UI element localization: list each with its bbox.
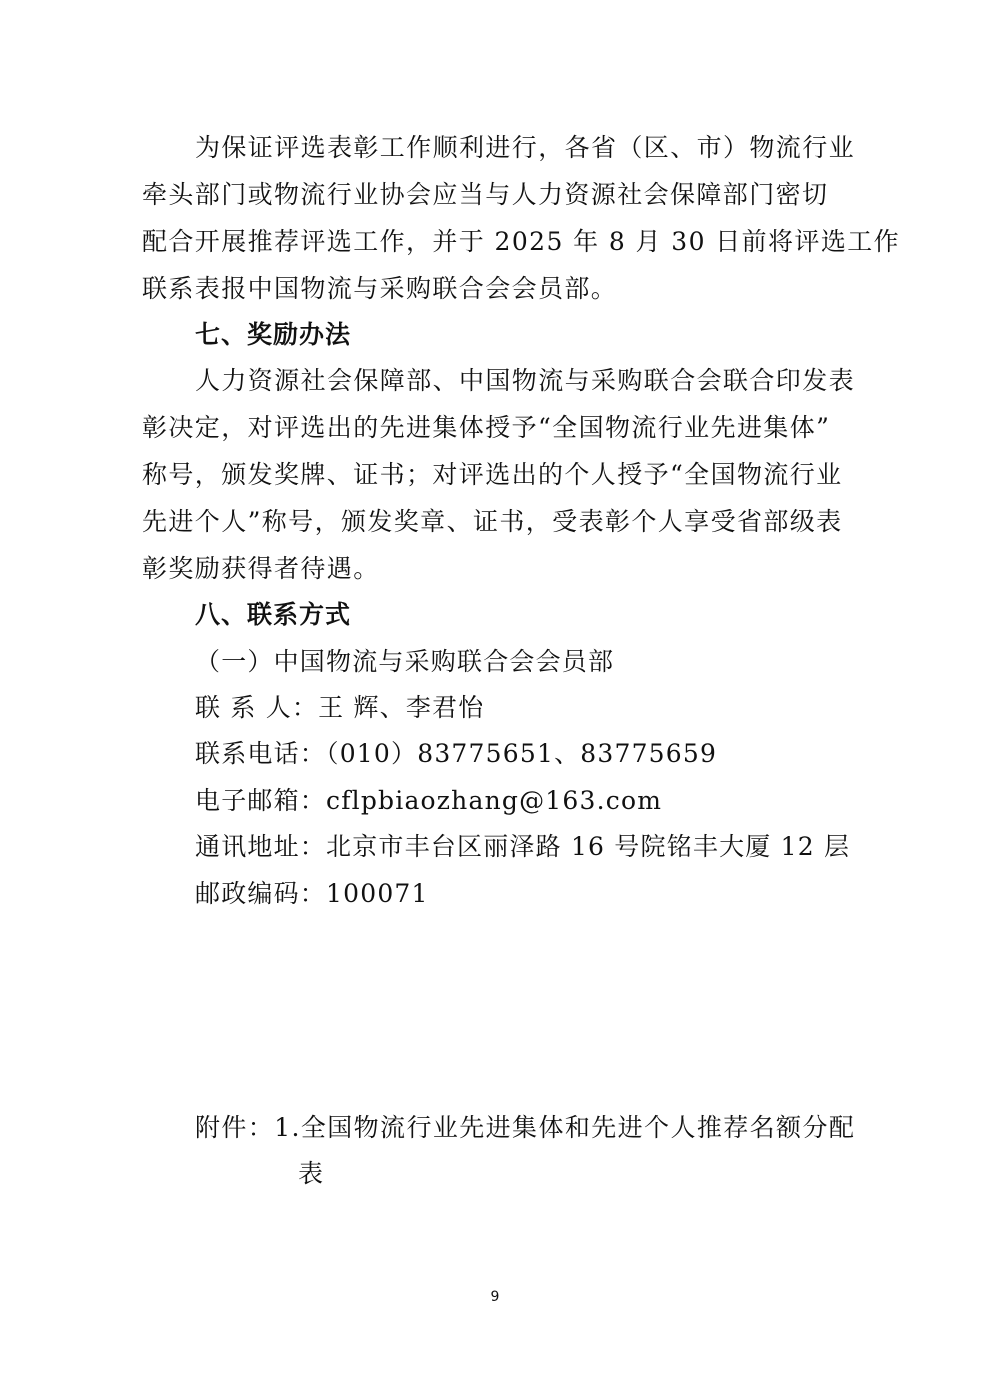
section-8-heading: 八、联系方式	[195, 600, 352, 629]
attachment-line-2: 表	[298, 1159, 325, 1188]
paragraph-1-line-4: 联系表报中国物流与采购联合会会员部。	[142, 274, 618, 303]
contact-person: 联 系 人：王 辉、李君怡	[195, 693, 485, 722]
paragraph-1-line-1: 为保证评选表彰工作顺利进行，各省（区、市）物流行业	[195, 133, 856, 162]
section-8-subheading: （一）中国物流与采购联合会会员部	[195, 647, 615, 676]
paragraph-1-line-2: 牵头部门或物流行业协会应当与人力资源社会保障部门密切	[142, 180, 829, 209]
section-7-line-5: 彰奖励获得者待遇。	[142, 554, 380, 583]
section-7-line-3: 称号，颁发奖牌、证书；对评选出的个人授予“全国物流行业	[142, 460, 843, 489]
contact-postcode: 邮政编码：100071	[195, 879, 429, 908]
contact-phone: 联系电话：（010）83775651、83775659	[195, 739, 718, 768]
paragraph-1-line-3: 配合开展推荐评选工作，并于 2025 年 8 月 30 日前将评选工作	[142, 227, 901, 256]
attachment-line-1: 附件：1.全国物流行业先进集体和先进个人推荐名额分配	[195, 1113, 856, 1142]
section-7-line-1: 人力资源社会保障部、中国物流与采购联合会联合印发表	[195, 366, 856, 395]
section-7-heading: 七、奖励办法	[195, 320, 352, 349]
contact-address: 通讯地址：北京市丰台区丽泽路 16 号院铭丰大厦 12 层	[195, 832, 851, 861]
contact-email: 电子邮箱：cflpbiaozhang@163.com	[195, 786, 663, 815]
section-7-line-2: 彰决定，对评选出的先进集体授予“全国物流行业先进集体”	[142, 413, 831, 442]
section-7-line-4: 先进个人”称号，颁发奖章、证书，受表彰个人享受省部级表	[142, 507, 843, 536]
page-number: 9	[490, 1289, 500, 1305]
